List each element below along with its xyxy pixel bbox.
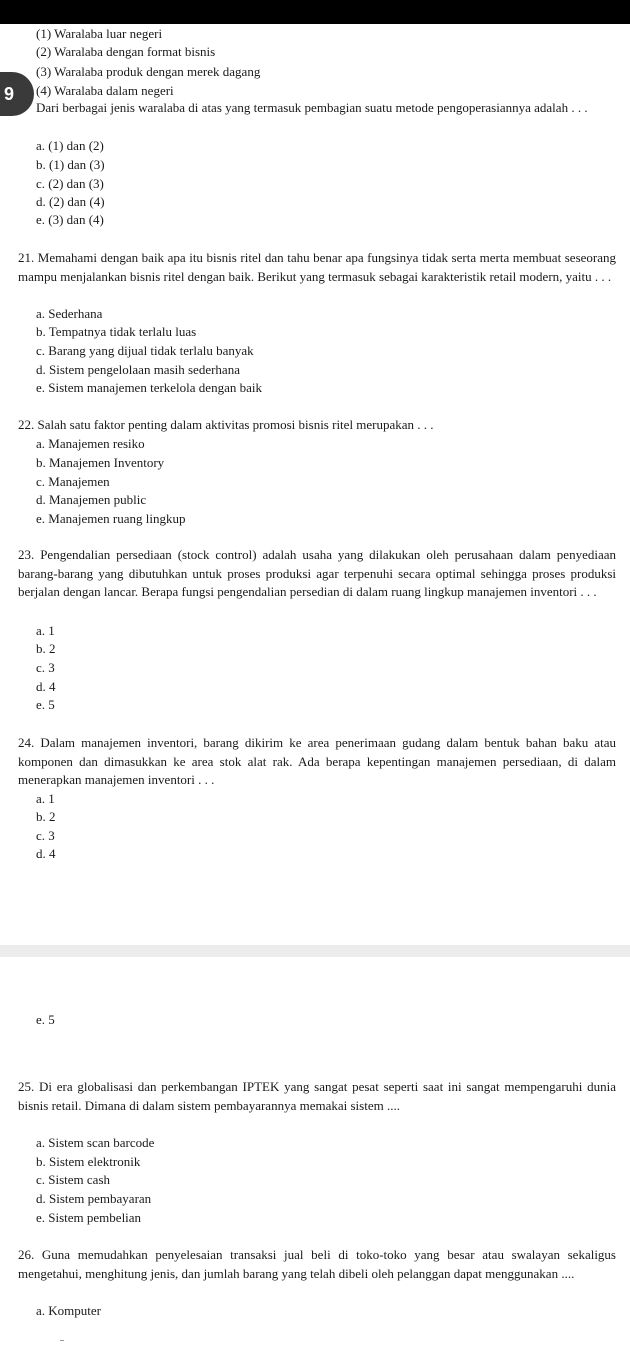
answer-option: e. 5 <box>36 1012 55 1027</box>
answer-option: c. (2) dan (3) <box>36 176 104 191</box>
answer-option: a. Komputer <box>36 1303 101 1318</box>
answer-option: b. 2 <box>36 641 56 656</box>
question-23-stem: 23. Pengendalian persediaan (stock control) adalah usaha yang dilakukan oleh perusahaan dalam penyediaan barang-barang yang dibutuhkan untuk proses produksi agar terpenuhi secara optimal sehingga proses produksi berjalan dengan lancar. Berapa fungsi pengendalian persedian di dalam ruang lingkup manajemen inventori . . . <box>18 547 616 599</box>
answer-option: d. Manajemen public <box>36 492 147 507</box>
answer-option: c. Sistem cash <box>36 1172 111 1187</box>
list-item: (2) Waralaba dengan format bisnis <box>36 44 216 59</box>
question-24-stem: 24. Dalam manajemen inventori, barang dikirim ke area penerimaan gudang dalam bentuk bahan baku atau komponen dan dimasukkan ke area stok alat rak. Ada berapa kepentingan manajemen persediaan, di dalam menerapkan manajemen inventori . . . <box>18 735 616 787</box>
answer-option: b. (1) dan (3) <box>36 157 105 172</box>
answer-option: a. Sistem scan barcode <box>36 1135 155 1150</box>
answer-option: a. Manajemen resiko <box>36 436 145 451</box>
answer-option: a. Sederhana <box>36 306 103 321</box>
top-black-bar <box>0 0 630 24</box>
list-item: (3) Waralaba produk dengan merek dagang <box>36 64 261 79</box>
question-stem: Dari berbagai jenis waralaba di atas yang termasuk pembagian suatu metode pengoperasiannya adalah . . . <box>36 100 588 115</box>
answer-option: e. Sistem manajemen terkelola dengan baik <box>36 380 262 395</box>
answer-option: b. Sistem elektronik <box>36 1154 141 1169</box>
question-22-stem: 22. Salah satu faktor penting dalam aktivitas promosi bisnis ritel merupakan . . . <box>18 417 434 432</box>
answer-option: e. Sistem pembelian <box>36 1210 142 1225</box>
answer-option: e. 5 <box>36 697 55 712</box>
answer-option: d. 4 <box>36 846 56 861</box>
answer-option: d. Sistem pengelolaan masih sederhana <box>36 362 240 377</box>
answer-option: a. 1 <box>36 623 55 638</box>
answer-option: c. Manajemen <box>36 474 110 489</box>
list-item: (1) Waralaba luar negeri <box>36 26 163 41</box>
answer-option: d. 4 <box>36 679 56 694</box>
scan-artifact <box>60 1340 64 1341</box>
question-25-stem: 25. Di era globalisasi dan perkembangan IPTEK yang sangat pesat seperti saat ini sangat mempengaruhi dunia bisnis retail. Dimana di dalam sistem pembayarannya memakai sistem .... <box>18 1079 616 1113</box>
answer-option: b. Manajemen Inventory <box>36 455 165 470</box>
answer-option: a. (1) dan (2) <box>36 138 104 153</box>
answer-option: a. 1 <box>36 791 55 806</box>
page-break-divider <box>0 945 630 957</box>
question-26-stem: 26. Guna memudahkan penyelesaian transaksi jual beli di toko-toko yang besar atau swalayan sekaligus mengetahui, menghitung jenis, dan jumlah barang yang telah dibeli oleh pelanggan dapat menggunakan .... <box>18 1247 616 1281</box>
answer-option: e. (3) dan (4) <box>36 212 104 227</box>
answer-option: e. Manajemen ruang lingkup <box>36 511 186 526</box>
answer-option: b. Tempatnya tidak terlalu luas <box>36 324 197 339</box>
answer-option: c. 3 <box>36 828 55 843</box>
answer-option: d. Sistem pembayaran <box>36 1191 152 1206</box>
page-number-badge: 9 <box>0 72 34 116</box>
question-21-stem: 21. Memahami dengan baik apa itu bisnis ritel dan tahu benar apa fungsinya tidak serta merta membuat seseorang mampu menjalankan bisnis ritel dengan baik. Berikut yang termasuk sebagai karakteristik retail modern, yaitu . . . <box>18 250 616 284</box>
list-item: (4) Waralaba dalam negeri <box>36 83 174 98</box>
answer-option: b. 2 <box>36 809 56 824</box>
answer-option: c. 3 <box>36 660 55 675</box>
answer-option: d. (2) dan (4) <box>36 194 105 209</box>
answer-option: c. Barang yang dijual tidak terlalu banyak <box>36 343 254 358</box>
